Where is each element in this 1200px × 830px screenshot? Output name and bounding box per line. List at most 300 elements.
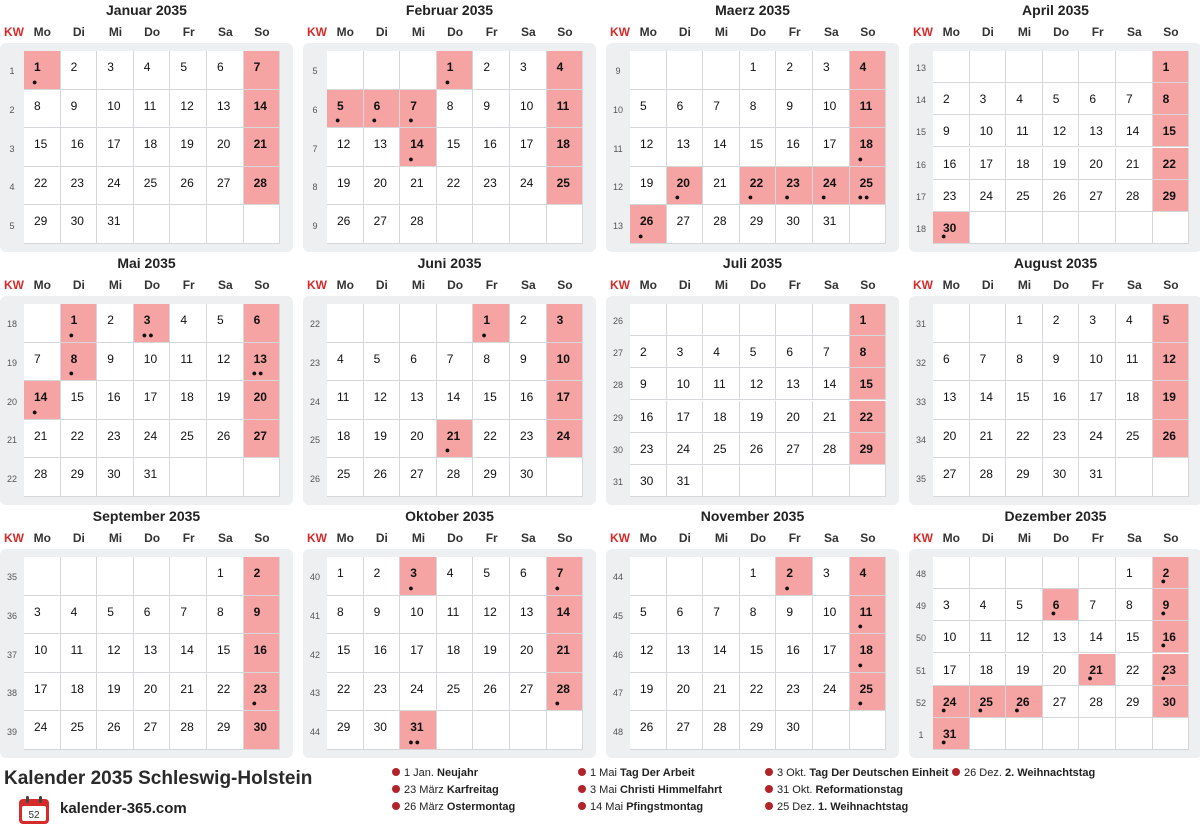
- day-cell[interactable]: [510, 51, 547, 90]
- day-cell[interactable]: [1079, 458, 1116, 497]
- day-cell[interactable]: [667, 433, 704, 465]
- day-cell[interactable]: [61, 634, 98, 673]
- day-cell[interactable]: [813, 596, 850, 635]
- day-cell[interactable]: [1116, 621, 1153, 653]
- day-cell[interactable]: [1116, 381, 1153, 420]
- day-cell[interactable]: [207, 596, 244, 635]
- day-cell[interactable]: [1079, 381, 1116, 420]
- day-cell[interactable]: [1006, 115, 1043, 147]
- day-cell[interactable]: [1116, 304, 1153, 343]
- day-cell[interactable]: [97, 596, 134, 635]
- day-cell[interactable]: [740, 128, 777, 167]
- day-cell[interactable]: [667, 90, 704, 129]
- day-cell[interactable]: [630, 368, 667, 400]
- day-cell[interactable]: [630, 596, 667, 635]
- day-cell[interactable]: [933, 212, 970, 244]
- day-cell[interactable]: [740, 673, 777, 712]
- day-cell[interactable]: [740, 368, 777, 400]
- day-cell[interactable]: [437, 51, 474, 90]
- day-cell[interactable]: [364, 673, 401, 712]
- day-cell[interactable]: [813, 401, 850, 433]
- day-cell[interactable]: [97, 673, 134, 712]
- day-cell[interactable]: [244, 557, 281, 596]
- day-cell[interactable]: [327, 381, 364, 420]
- day-cell[interactable]: [97, 343, 134, 382]
- day-cell[interactable]: [24, 711, 61, 750]
- day-cell[interactable]: [400, 205, 437, 244]
- day-cell[interactable]: [703, 433, 740, 465]
- day-cell[interactable]: [1079, 420, 1116, 459]
- day-cell[interactable]: [364, 458, 401, 497]
- day-cell[interactable]: [1079, 148, 1116, 180]
- day-cell[interactable]: [510, 458, 547, 497]
- day-cell[interactable]: [1043, 115, 1080, 147]
- day-cell[interactable]: [134, 673, 171, 712]
- day-cell[interactable]: [850, 304, 887, 336]
- day-cell[interactable]: [1079, 589, 1116, 621]
- day-cell[interactable]: [400, 420, 437, 459]
- day-cell[interactable]: [24, 381, 61, 420]
- day-cell[interactable]: [1079, 621, 1116, 653]
- day-cell[interactable]: [667, 368, 704, 400]
- day-cell[interactable]: [170, 90, 207, 129]
- day-cell[interactable]: [134, 90, 171, 129]
- day-cell[interactable]: [24, 420, 61, 459]
- day-cell[interactable]: [1043, 686, 1080, 718]
- day-cell[interactable]: [740, 336, 777, 368]
- day-cell[interactable]: [1153, 589, 1190, 621]
- day-cell[interactable]: [244, 343, 281, 382]
- day-cell[interactable]: [207, 167, 244, 206]
- day-cell[interactable]: [510, 634, 547, 673]
- day-cell[interactable]: [244, 711, 281, 750]
- day-cell[interactable]: [97, 51, 134, 90]
- day-cell[interactable]: [327, 167, 364, 206]
- day-cell[interactable]: [933, 83, 970, 115]
- day-cell[interactable]: [1006, 589, 1043, 621]
- day-cell[interactable]: [97, 458, 134, 497]
- day-cell[interactable]: [327, 711, 364, 750]
- day-cell[interactable]: [1079, 304, 1116, 343]
- day-cell[interactable]: [1116, 115, 1153, 147]
- day-cell[interactable]: [134, 167, 171, 206]
- day-cell[interactable]: [244, 596, 281, 635]
- day-cell[interactable]: [61, 51, 98, 90]
- day-cell[interactable]: [473, 128, 510, 167]
- day-cell[interactable]: [134, 381, 171, 420]
- day-cell[interactable]: [244, 90, 281, 129]
- day-cell[interactable]: [400, 343, 437, 382]
- day-cell[interactable]: [1043, 654, 1080, 686]
- day-cell[interactable]: [547, 304, 584, 343]
- day-cell[interactable]: [1153, 83, 1190, 115]
- day-cell[interactable]: [703, 90, 740, 129]
- day-cell[interactable]: [61, 167, 98, 206]
- day-cell[interactable]: [703, 596, 740, 635]
- day-cell[interactable]: [1043, 381, 1080, 420]
- day-cell[interactable]: [740, 51, 777, 90]
- day-cell[interactable]: [630, 673, 667, 712]
- day-cell[interactable]: [437, 596, 474, 635]
- day-cell[interactable]: [510, 90, 547, 129]
- day-cell[interactable]: [703, 336, 740, 368]
- day-cell[interactable]: [97, 711, 134, 750]
- day-cell[interactable]: [364, 557, 401, 596]
- day-cell[interactable]: [776, 51, 813, 90]
- day-cell[interactable]: [1153, 557, 1190, 589]
- day-cell[interactable]: [61, 343, 98, 382]
- day-cell[interactable]: [630, 465, 667, 497]
- day-cell[interactable]: [327, 458, 364, 497]
- day-cell[interactable]: [667, 673, 704, 712]
- day-cell[interactable]: [327, 557, 364, 596]
- day-cell[interactable]: [970, 381, 1007, 420]
- day-cell[interactable]: [97, 90, 134, 129]
- day-cell[interactable]: [1006, 83, 1043, 115]
- day-cell[interactable]: [24, 205, 61, 244]
- day-cell[interactable]: [547, 381, 584, 420]
- day-cell[interactable]: [1153, 51, 1190, 83]
- day-cell[interactable]: [1079, 654, 1116, 686]
- day-cell[interactable]: [970, 148, 1007, 180]
- day-cell[interactable]: [1043, 589, 1080, 621]
- day-cell[interactable]: [61, 304, 98, 343]
- day-cell[interactable]: [667, 401, 704, 433]
- day-cell[interactable]: [61, 420, 98, 459]
- day-cell[interactable]: [630, 401, 667, 433]
- day-cell[interactable]: [1006, 381, 1043, 420]
- day-cell[interactable]: [400, 711, 437, 750]
- day-cell[interactable]: [1079, 115, 1116, 147]
- day-cell[interactable]: [933, 589, 970, 621]
- day-cell[interactable]: [1043, 180, 1080, 212]
- day-cell[interactable]: [776, 634, 813, 673]
- day-cell[interactable]: [437, 634, 474, 673]
- day-cell[interactable]: [61, 381, 98, 420]
- day-cell[interactable]: [1043, 343, 1080, 382]
- day-cell[interactable]: [933, 458, 970, 497]
- day-cell[interactable]: [244, 673, 281, 712]
- day-cell[interactable]: [510, 343, 547, 382]
- day-cell[interactable]: [170, 304, 207, 343]
- day-cell[interactable]: [1153, 686, 1190, 718]
- day-cell[interactable]: [1116, 589, 1153, 621]
- day-cell[interactable]: [813, 167, 850, 206]
- day-cell[interactable]: [776, 596, 813, 635]
- day-cell[interactable]: [776, 205, 813, 244]
- day-cell[interactable]: [170, 167, 207, 206]
- day-cell[interactable]: [510, 673, 547, 712]
- day-cell[interactable]: [364, 128, 401, 167]
- day-cell[interactable]: [547, 167, 584, 206]
- day-cell[interactable]: [740, 167, 777, 206]
- day-cell[interactable]: [630, 634, 667, 673]
- day-cell[interactable]: [364, 90, 401, 129]
- day-cell[interactable]: [850, 368, 887, 400]
- day-cell[interactable]: [933, 420, 970, 459]
- day-cell[interactable]: [473, 634, 510, 673]
- day-cell[interactable]: [850, 128, 887, 167]
- day-cell[interactable]: [244, 420, 281, 459]
- day-cell[interactable]: [667, 596, 704, 635]
- day-cell[interactable]: [473, 557, 510, 596]
- day-cell[interactable]: [437, 673, 474, 712]
- day-cell[interactable]: [207, 128, 244, 167]
- day-cell[interactable]: [776, 711, 813, 750]
- day-cell[interactable]: [207, 51, 244, 90]
- day-cell[interactable]: [1116, 686, 1153, 718]
- day-cell[interactable]: [850, 433, 887, 465]
- day-cell[interactable]: [473, 343, 510, 382]
- day-cell[interactable]: [1006, 420, 1043, 459]
- day-cell[interactable]: [1153, 180, 1190, 212]
- day-cell[interactable]: [630, 433, 667, 465]
- day-cell[interactable]: [667, 336, 704, 368]
- day-cell[interactable]: [667, 167, 704, 206]
- day-cell[interactable]: [933, 718, 970, 750]
- day-cell[interactable]: [61, 596, 98, 635]
- day-cell[interactable]: [437, 167, 474, 206]
- day-cell[interactable]: [437, 381, 474, 420]
- day-cell[interactable]: [24, 673, 61, 712]
- day-cell[interactable]: [400, 458, 437, 497]
- day-cell[interactable]: [850, 336, 887, 368]
- day-cell[interactable]: [703, 368, 740, 400]
- day-cell[interactable]: [703, 634, 740, 673]
- day-cell[interactable]: [24, 343, 61, 382]
- day-cell[interactable]: [850, 596, 887, 635]
- day-cell[interactable]: [170, 673, 207, 712]
- day-cell[interactable]: [547, 51, 584, 90]
- day-cell[interactable]: [776, 90, 813, 129]
- day-cell[interactable]: [364, 381, 401, 420]
- day-cell[interactable]: [933, 381, 970, 420]
- day-cell[interactable]: [630, 711, 667, 750]
- day-cell[interactable]: [473, 673, 510, 712]
- day-cell[interactable]: [547, 90, 584, 129]
- day-cell[interactable]: [207, 634, 244, 673]
- day-cell[interactable]: [61, 128, 98, 167]
- day-cell[interactable]: [1153, 654, 1190, 686]
- day-cell[interactable]: [61, 711, 98, 750]
- day-cell[interactable]: [510, 596, 547, 635]
- day-cell[interactable]: [1043, 458, 1080, 497]
- day-cell[interactable]: [134, 458, 171, 497]
- day-cell[interactable]: [970, 458, 1007, 497]
- day-cell[interactable]: [970, 621, 1007, 653]
- day-cell[interactable]: [1043, 148, 1080, 180]
- day-cell[interactable]: [1043, 304, 1080, 343]
- day-cell[interactable]: [207, 673, 244, 712]
- day-cell[interactable]: [327, 90, 364, 129]
- day-cell[interactable]: [547, 673, 584, 712]
- day-cell[interactable]: [1153, 304, 1190, 343]
- day-cell[interactable]: [933, 180, 970, 212]
- day-cell[interactable]: [327, 634, 364, 673]
- day-cell[interactable]: [510, 167, 547, 206]
- day-cell[interactable]: [547, 557, 584, 596]
- day-cell[interactable]: [510, 420, 547, 459]
- day-cell[interactable]: [134, 51, 171, 90]
- day-cell[interactable]: [740, 90, 777, 129]
- day-cell[interactable]: [776, 167, 813, 206]
- day-cell[interactable]: [740, 596, 777, 635]
- day-cell[interactable]: [1043, 621, 1080, 653]
- day-cell[interactable]: [327, 420, 364, 459]
- day-cell[interactable]: [970, 654, 1007, 686]
- day-cell[interactable]: [1116, 557, 1153, 589]
- day-cell[interactable]: [776, 673, 813, 712]
- day-cell[interactable]: [813, 51, 850, 90]
- day-cell[interactable]: [1153, 148, 1190, 180]
- day-cell[interactable]: [740, 557, 777, 596]
- day-cell[interactable]: [1006, 654, 1043, 686]
- day-cell[interactable]: [510, 304, 547, 343]
- day-cell[interactable]: [850, 401, 887, 433]
- day-cell[interactable]: [547, 596, 584, 635]
- day-cell[interactable]: [1043, 83, 1080, 115]
- day-cell[interactable]: [547, 343, 584, 382]
- brand-link[interactable]: kalender-365.com: [60, 800, 187, 817]
- day-cell[interactable]: [933, 621, 970, 653]
- day-cell[interactable]: [510, 557, 547, 596]
- day-cell[interactable]: [400, 596, 437, 635]
- day-cell[interactable]: [1006, 148, 1043, 180]
- day-cell[interactable]: [740, 401, 777, 433]
- day-cell[interactable]: [170, 343, 207, 382]
- day-cell[interactable]: [547, 420, 584, 459]
- day-cell[interactable]: [400, 90, 437, 129]
- day-cell[interactable]: [437, 343, 474, 382]
- day-cell[interactable]: [1006, 343, 1043, 382]
- day-cell[interactable]: [850, 634, 887, 673]
- day-cell[interactable]: [364, 420, 401, 459]
- day-cell[interactable]: [97, 381, 134, 420]
- day-cell[interactable]: [134, 420, 171, 459]
- day-cell[interactable]: [97, 634, 134, 673]
- day-cell[interactable]: [473, 51, 510, 90]
- day-cell[interactable]: [244, 51, 281, 90]
- day-cell[interactable]: [97, 304, 134, 343]
- day-cell[interactable]: [437, 90, 474, 129]
- day-cell[interactable]: [400, 128, 437, 167]
- day-cell[interactable]: [667, 711, 704, 750]
- day-cell[interactable]: [1006, 458, 1043, 497]
- day-cell[interactable]: [61, 673, 98, 712]
- day-cell[interactable]: [97, 420, 134, 459]
- day-cell[interactable]: [473, 167, 510, 206]
- day-cell[interactable]: [473, 420, 510, 459]
- day-cell[interactable]: [24, 51, 61, 90]
- day-cell[interactable]: [207, 711, 244, 750]
- day-cell[interactable]: [850, 90, 887, 129]
- day-cell[interactable]: [776, 128, 813, 167]
- day-cell[interactable]: [61, 458, 98, 497]
- day-cell[interactable]: [1006, 304, 1043, 343]
- day-cell[interactable]: [630, 128, 667, 167]
- day-cell[interactable]: [667, 205, 704, 244]
- day-cell[interactable]: [364, 596, 401, 635]
- day-cell[interactable]: [776, 336, 813, 368]
- day-cell[interactable]: [1153, 381, 1190, 420]
- day-cell[interactable]: [1079, 686, 1116, 718]
- day-cell[interactable]: [970, 343, 1007, 382]
- day-cell[interactable]: [170, 596, 207, 635]
- day-cell[interactable]: [970, 180, 1007, 212]
- day-cell[interactable]: [1006, 686, 1043, 718]
- day-cell[interactable]: [850, 557, 887, 596]
- day-cell[interactable]: [547, 634, 584, 673]
- day-cell[interactable]: [1116, 180, 1153, 212]
- day-cell[interactable]: [933, 343, 970, 382]
- day-cell[interactable]: [630, 90, 667, 129]
- day-cell[interactable]: [134, 634, 171, 673]
- day-cell[interactable]: [327, 205, 364, 244]
- day-cell[interactable]: [134, 304, 171, 343]
- day-cell[interactable]: [327, 343, 364, 382]
- day-cell[interactable]: [437, 128, 474, 167]
- day-cell[interactable]: [1116, 343, 1153, 382]
- day-cell[interactable]: [327, 596, 364, 635]
- day-cell[interactable]: [813, 336, 850, 368]
- day-cell[interactable]: [510, 128, 547, 167]
- day-cell[interactable]: [667, 634, 704, 673]
- day-cell[interactable]: [740, 205, 777, 244]
- day-cell[interactable]: [630, 205, 667, 244]
- day-cell[interactable]: [134, 343, 171, 382]
- day-cell[interactable]: [327, 128, 364, 167]
- day-cell[interactable]: [400, 673, 437, 712]
- day-cell[interactable]: [740, 634, 777, 673]
- day-cell[interactable]: [850, 673, 887, 712]
- day-cell[interactable]: [24, 458, 61, 497]
- day-cell[interactable]: [24, 128, 61, 167]
- day-cell[interactable]: [1079, 180, 1116, 212]
- day-cell[interactable]: [1079, 83, 1116, 115]
- day-cell[interactable]: [1153, 621, 1190, 653]
- day-cell[interactable]: [1006, 180, 1043, 212]
- day-cell[interactable]: [850, 167, 887, 206]
- day-cell[interactable]: [933, 148, 970, 180]
- day-cell[interactable]: [364, 711, 401, 750]
- day-cell[interactable]: [703, 401, 740, 433]
- day-cell[interactable]: [244, 128, 281, 167]
- day-cell[interactable]: [244, 634, 281, 673]
- day-cell[interactable]: [244, 304, 281, 343]
- day-cell[interactable]: [813, 634, 850, 673]
- day-cell[interactable]: [1079, 343, 1116, 382]
- day-cell[interactable]: [400, 557, 437, 596]
- day-cell[interactable]: [933, 115, 970, 147]
- day-cell[interactable]: [170, 634, 207, 673]
- day-cell[interactable]: [170, 381, 207, 420]
- day-cell[interactable]: [813, 673, 850, 712]
- day-cell[interactable]: [364, 634, 401, 673]
- day-cell[interactable]: [970, 115, 1007, 147]
- day-cell[interactable]: [933, 686, 970, 718]
- day-cell[interactable]: [776, 401, 813, 433]
- day-cell[interactable]: [850, 51, 887, 90]
- day-cell[interactable]: [437, 420, 474, 459]
- day-cell[interactable]: [400, 167, 437, 206]
- day-cell[interactable]: [630, 167, 667, 206]
- day-cell[interactable]: [207, 381, 244, 420]
- day-cell[interactable]: [207, 304, 244, 343]
- day-cell[interactable]: [630, 336, 667, 368]
- day-cell[interactable]: [813, 128, 850, 167]
- day-cell[interactable]: [473, 90, 510, 129]
- day-cell[interactable]: [1116, 83, 1153, 115]
